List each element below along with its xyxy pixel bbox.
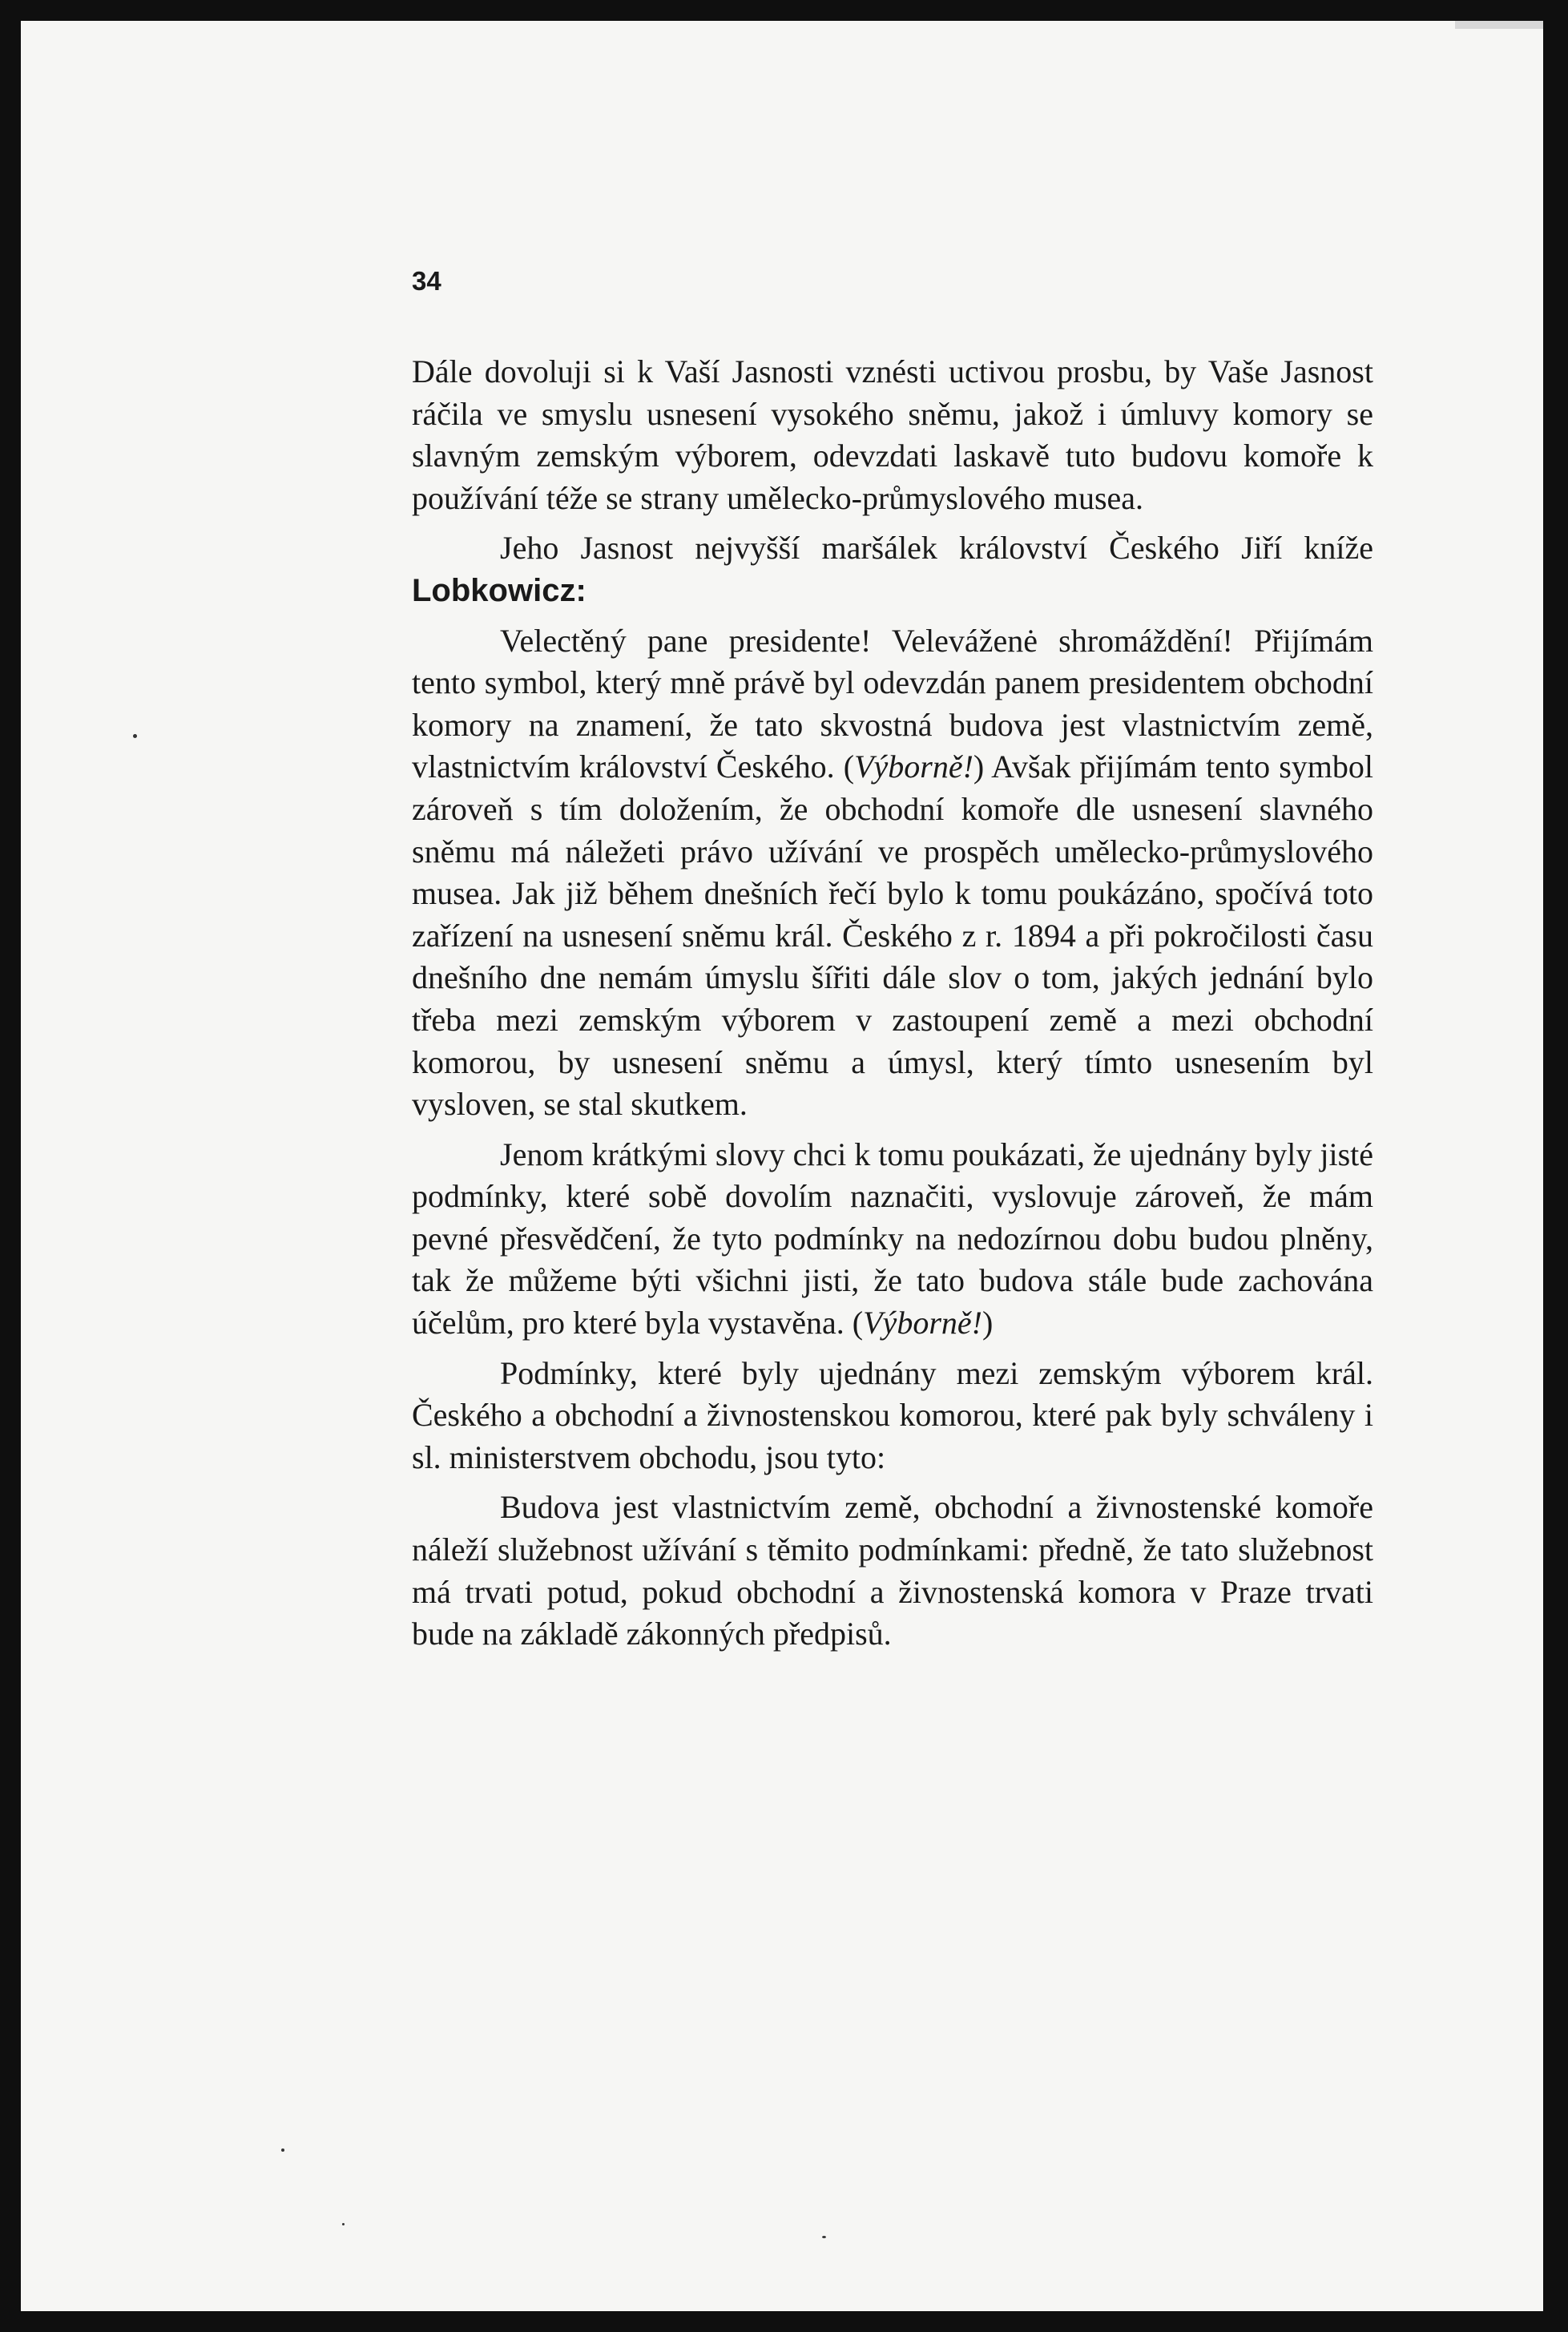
ink-speck: [822, 2236, 826, 2238]
speaker-name: Lobkowicz:: [412, 572, 586, 608]
paragraph-2-text: Jeho Jasnost nejvyšší maršálek království Českého Jiří kníže: [500, 530, 1373, 567]
paragraph-1: [412, 351, 1373, 519]
paragraph-4-applause: Výborně!: [863, 1305, 982, 1342]
paragraph-3-text-a: Velectěný pane presidente! Veleváženė shromáždění! Přijímám tento symbol, který mně právě byl odevzdán panem presidentem obchodní komory na znamení, že tato skvostná budova jest vlastnictvím země, vlastnictvím království Českého. (: [412, 622, 1373, 785]
paragraph-6: [412, 1487, 1373, 1655]
page-number: 34: [412, 266, 441, 296]
paragraph-3: [412, 620, 1373, 1126]
text-block: [412, 265, 1373, 1664]
scanned-page: [21, 21, 1543, 2311]
paragraph-4-text-a: Jenom krátkými slovy chci k tomu poukázati, že ujednány byly jisté podmínky, které sobě dovolím naznačiti, vyslovuje zároveň, že mám pevné přesvědčení, že tyto podmínky na nedozírnou dobu budou plněny, tak že můžeme býti všichni jisti, že tato budova stále bude zachována účelům, pro které byla vystavěna. (: [412, 1136, 1373, 1342]
paragraph-3-text-b: ) Avšak přijímám tento symbol zároveň s tím doložením, že obchodní komoře dle usnesení slavného sněmu má náležeti právo užívání ve prospěch umělecko-průmyslového musea. Jak již během dnešních řečí bylo k tomu poukázáno, spočívá toto zařízení na usnesení sněmu král. Českého z r. 1894 a při pokročilosti času dnešního dne nemám úmyslu šířiti dále slov o tom, jakých jednání bylo třeba mezi zemským výborem v zastoupení země a mezi obchodní komorou, by usnesení sněmu a úmysl, který tímto usnesením byl vysloven, se stal skutkem.: [412, 748, 1374, 1123]
ink-speck: [342, 2223, 345, 2225]
paragraph-6-text: Budova jest vlastnictvím země, obchodní a živnostenské komoře náleží služebnost užívání s těmito podmínkami: předně, že tato služebnost má trvati potud, pokud obchodní a živnostenská komora v Praze trvati bude na základě zákonných předpisů.: [412, 1489, 1373, 1652]
ink-speck: [133, 734, 137, 738]
paragraph-2: [412, 527, 1373, 611]
paragraph-1-text: Dále dovoluji si k Vaší Jasnosti vznésti uctivou prosbu, by Vaše Jasnost ráčila ve smyslu usnesení vysokého sněmu, jakož i úmluvy komory se slavným zemským výborem, odevzdati laskavě tuto budovu komoře k používání téže se strany umělecko-průmyslového musea.: [412, 353, 1373, 516]
paragraph-3-applause: Výborně!: [854, 748, 973, 785]
ink-speck: [281, 2148, 284, 2152]
paragraph-4-text-b: ): [982, 1305, 994, 1342]
scan-edge-mark: [1455, 21, 1543, 29]
paragraph-5: [412, 1353, 1373, 1479]
paragraph-5-text: Podmínky, které byly ujednány mezi zemským výborem král. Českého a obchodní a živnostenskou komorou, které pak byly schváleny i sl. ministerstvem obchodu, jsou tyto:: [412, 1354, 1373, 1475]
paragraph-4: [412, 1134, 1373, 1345]
